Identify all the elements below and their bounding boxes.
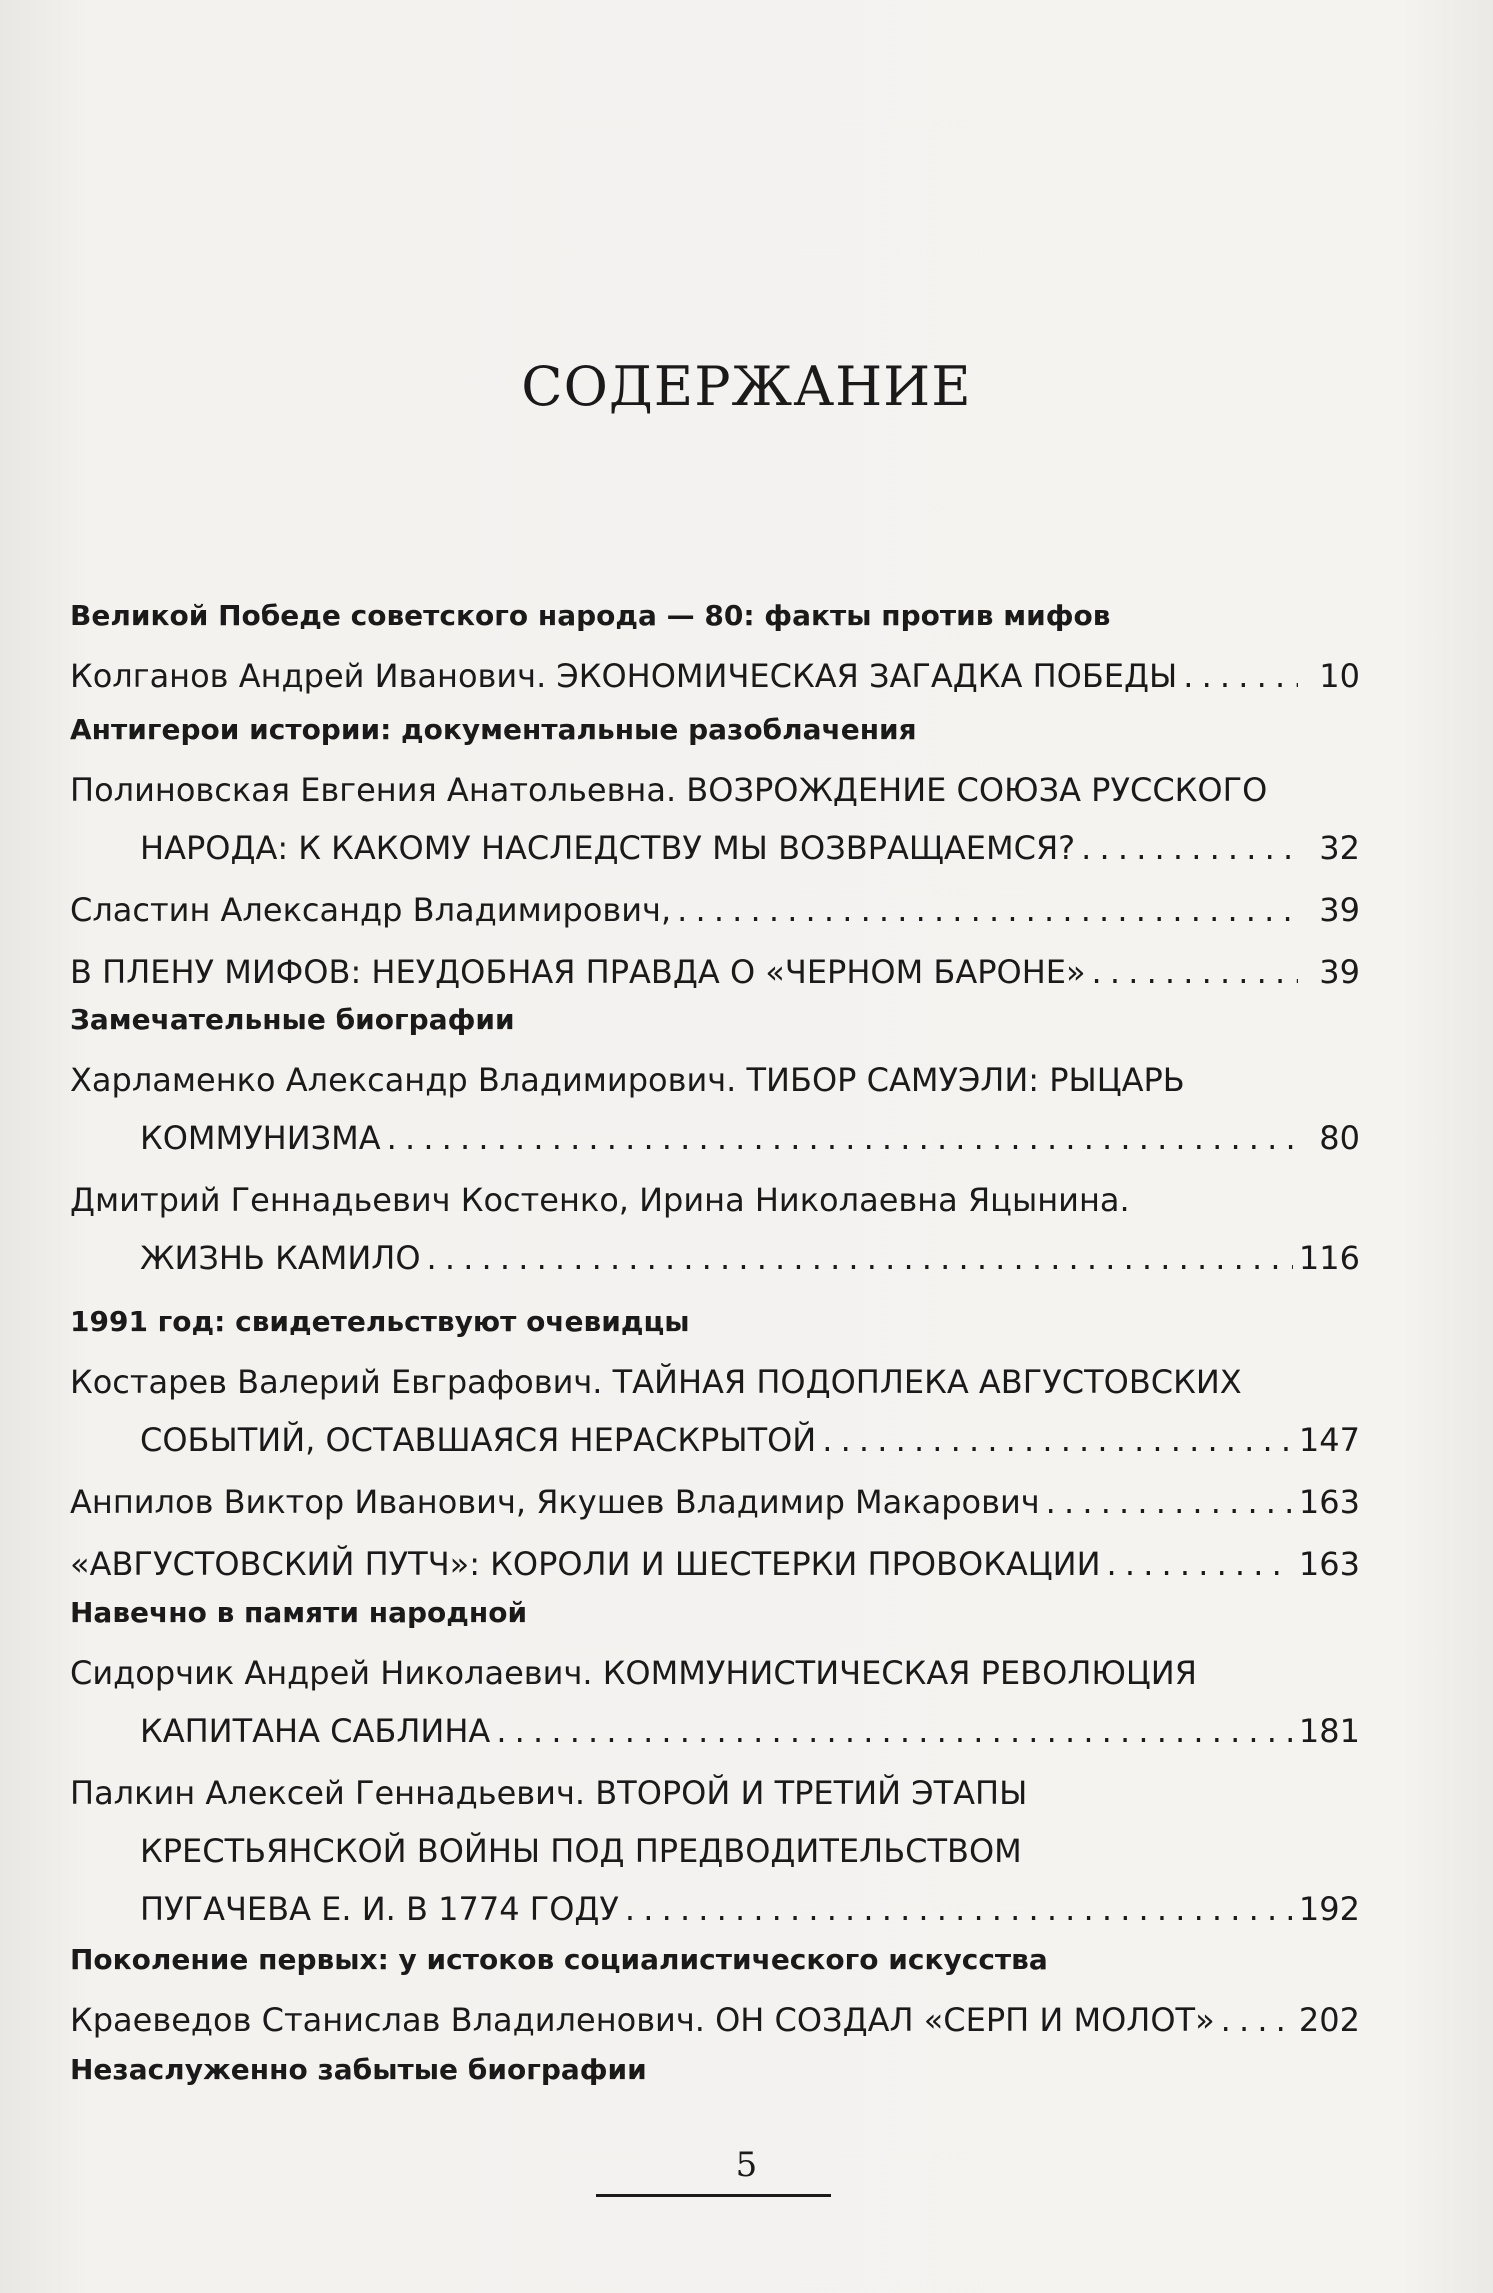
toc-entry-text: КАПИТАНА САБЛИНА [140, 1712, 491, 1750]
section-heading [70, 596, 1360, 636]
toc-entry-text: НАРОДА: К КАКОМУ НАСЛЕДСТВУ МЫ ВОЗВРАЩАЕМСЯ? [140, 829, 1076, 867]
toc-page-number: 147 [1298, 1421, 1360, 1459]
toc-entry-line [70, 1768, 1360, 1818]
page-title: СОДЕРЖАНИЕ [521, 355, 972, 418]
toc-entry-text: Колганов Андрей Иванович. ЭКОНОМИЧЕСКАЯ ЗАГАДКА ПОБЕДЫ [70, 657, 1178, 695]
section-heading [70, 1302, 1360, 1342]
dot-leader [677, 885, 1298, 935]
toc-entry-text: Анпилов Виктор Иванович, Якушев Владимир Макарович [70, 1483, 1040, 1521]
section-heading [70, 1000, 1360, 1040]
toc-entry-line [70, 1539, 1360, 1589]
toc-entry-text: Палкин Алексей Геннадьевич. ВТОРОЙ И ТРЕТИЙ ЭТАПЫ [70, 1774, 1028, 1812]
dot-leader [1107, 1539, 1293, 1589]
toc-entry-text: «АВГУСТОВСКИЙ ПУТЧ»: КОРОЛИ И ШЕСТЕРКИ ПРОВОКАЦИИ [70, 1545, 1101, 1583]
toc-entry-line [70, 1055, 1360, 1105]
toc-entry-line [70, 651, 1360, 701]
toc-page-number: 181 [1298, 1712, 1360, 1750]
toc-entry-line [70, 1995, 1360, 2045]
toc-entry-line [140, 1706, 1360, 1756]
toc-entry-line [70, 1477, 1360, 1527]
toc-entry-line [140, 1233, 1360, 1283]
toc-page-number: 10 [1319, 657, 1360, 695]
section-heading [70, 710, 1360, 750]
toc-entry-line [70, 1648, 1360, 1698]
section-heading-text: Навечно в памяти народной [70, 1596, 528, 1629]
page-number-rule [596, 2194, 831, 2197]
toc-page-number: 116 [1298, 1239, 1360, 1277]
dot-leader [822, 1415, 1293, 1465]
dot-leader [427, 1233, 1293, 1283]
section-heading-text: 1991 год: свидетельствуют очевидцы [70, 1305, 690, 1338]
dot-leader [1081, 823, 1298, 873]
toc-entry-text: Сластин Александр Владимирович, [70, 891, 672, 929]
dot-leader [496, 1706, 1293, 1756]
section-heading-text: Замечательные биографии [70, 1003, 515, 1036]
dot-leader [1183, 651, 1298, 701]
toc-page-number: 32 [1319, 829, 1360, 867]
section-heading-text: Поколение первых: у истоков социалистического искусства [70, 1943, 1048, 1976]
toc-entry-line [70, 885, 1360, 935]
toc-entry-line [70, 1357, 1360, 1407]
toc-entry-text: Полиновская Евгения Анатольевна. ВОЗРОЖДЕНИЕ СОЮЗА РУССКОГО [70, 771, 1268, 809]
toc-page-number: 202 [1298, 2001, 1360, 2039]
toc-entry-line [140, 1826, 1360, 1876]
section-heading [70, 2050, 1360, 2090]
toc-entry-text: Харламенко Александр Владимирович. ТИБОР САМУЭЛИ: РЫЦАРЬ [70, 1061, 1185, 1099]
toc-entry-line [140, 823, 1360, 873]
section-heading-text: Антигерои истории: документальные разоблачения [70, 713, 917, 746]
toc-entry-text: СОБЫТИЙ, ОСТАВШАЯСЯ НЕРАСКРЫТОЙ [140, 1421, 817, 1459]
dot-leader [1092, 947, 1298, 997]
toc-entry-line [140, 1415, 1360, 1465]
toc-entry-text: ПУГАЧЕВА Е. И. В 1774 ГОДУ [140, 1890, 619, 1928]
toc-page-number: 192 [1298, 1890, 1360, 1928]
toc-entry-text: КОММУНИЗМА [140, 1119, 381, 1157]
toc-page-number: 39 [1319, 953, 1360, 991]
toc-entry-line [70, 947, 1360, 997]
dot-leader [387, 1113, 1298, 1163]
toc-entry-text: Краеведов Станислав Владиленович. ОН СОЗДАЛ «СЕРП И МОЛОТ» [70, 2001, 1215, 2039]
toc-entry-text: КРЕСТЬЯНСКОЙ ВОЙНЫ ПОД ПРЕДВОДИТЕЛЬСТВОМ [140, 1832, 1022, 1870]
toc-page-number: 163 [1298, 1483, 1360, 1521]
toc-page-number: 80 [1319, 1119, 1360, 1157]
toc-entry-text: Костарев Валерий Евграфович. ТАЙНАЯ ПОДОПЛЕКА АВГУСТОВСКИХ [70, 1363, 1242, 1401]
toc-entry-text: Сидорчик Андрей Николаевич. КОММУНИСТИЧЕСКАЯ РЕВОЛЮЦИЯ [70, 1654, 1197, 1692]
toc-entry-line [140, 1113, 1360, 1163]
toc-page-number: 39 [1319, 891, 1360, 929]
dot-leader [625, 1884, 1293, 1934]
toc-entry-line [70, 765, 1360, 815]
section-heading [70, 1940, 1360, 1980]
toc-page-number: 163 [1298, 1545, 1360, 1583]
toc-entry-line [70, 1175, 1360, 1225]
toc-entry-text: Дмитрий Геннадьевич Костенко, Ирина Николаевна Яцынина. [70, 1181, 1130, 1219]
toc-entry-line [140, 1884, 1360, 1934]
section-heading-text: Незаслуженно забытые биографии [70, 2053, 647, 2086]
toc-entry-text: ЖИЗНЬ КАМИЛО [140, 1239, 421, 1277]
dot-leader [1221, 1995, 1293, 2045]
toc-entry-text: В ПЛЕНУ МИФОВ: НЕУДОБНАЯ ПРАВДА О «ЧЕРНОМ БАРОНЕ» [70, 953, 1086, 991]
section-heading-text: Великой Победе советского народа — 80: факты против мифов [70, 599, 1111, 632]
page-number: 5 [735, 2145, 758, 2185]
section-heading [70, 1593, 1360, 1633]
dot-leader [1046, 1477, 1293, 1527]
